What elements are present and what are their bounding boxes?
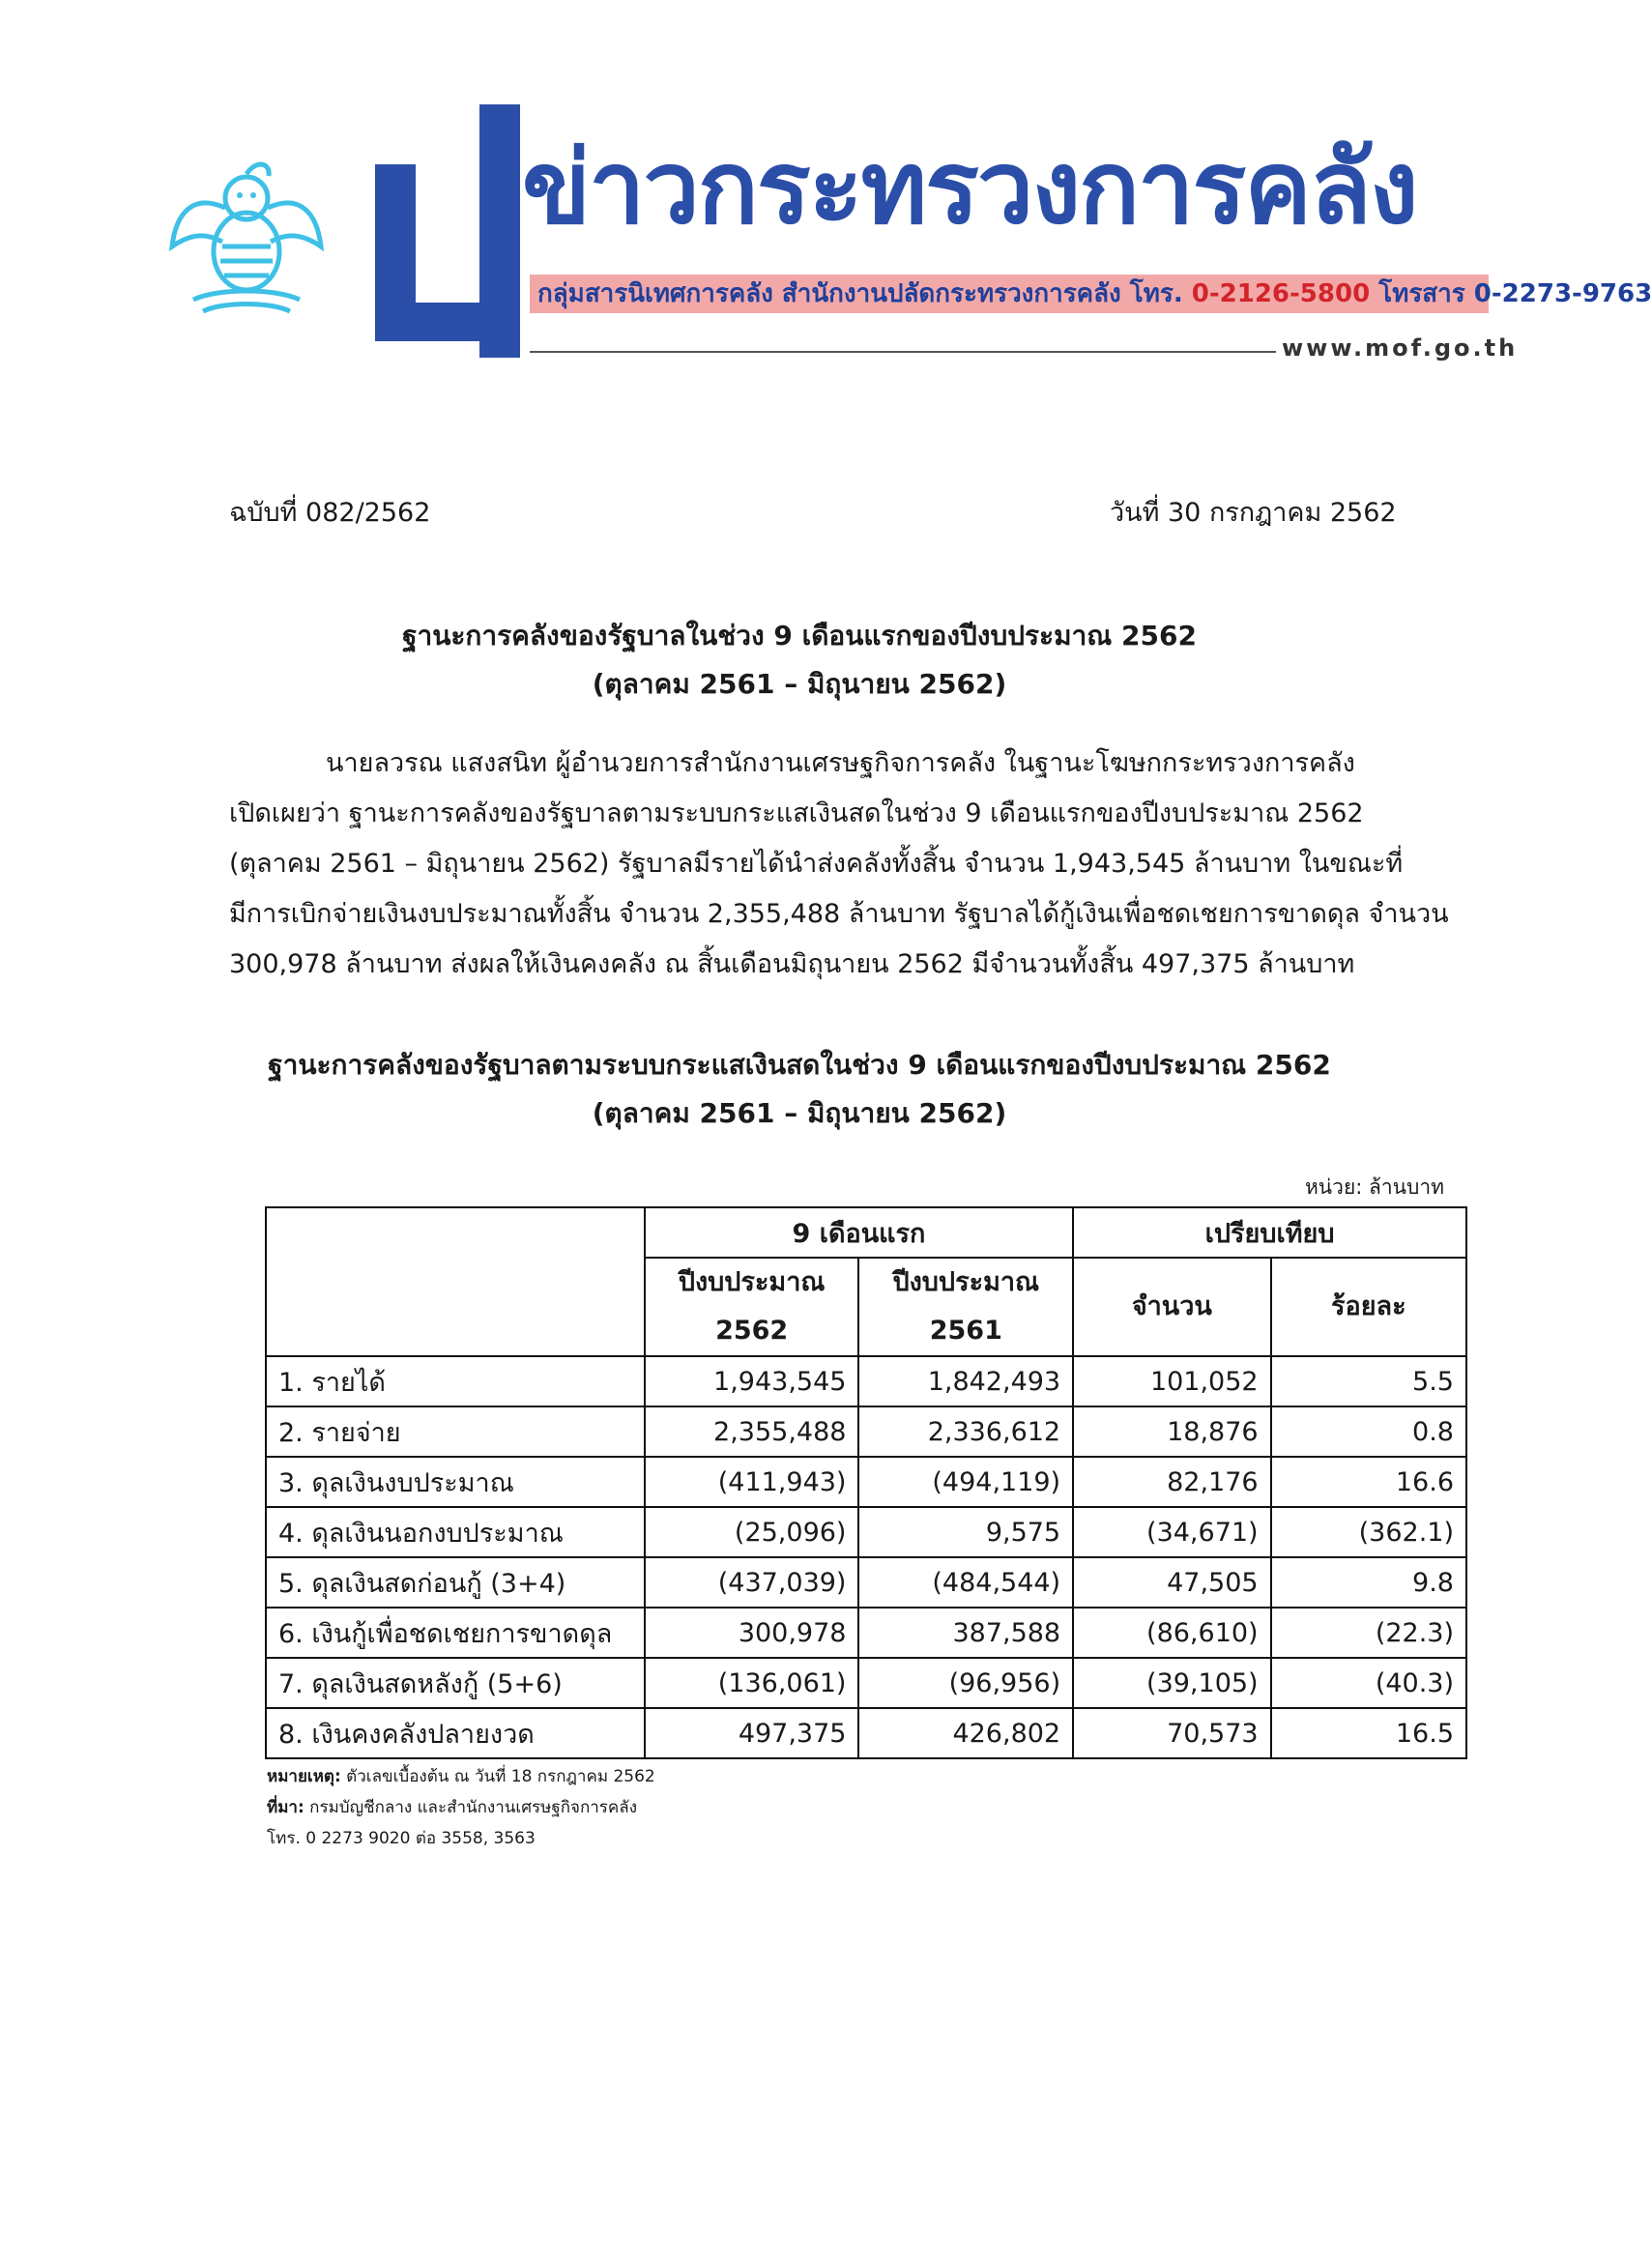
fiscal-table (265, 1206, 1467, 1759)
garuda-emblem-icon (164, 155, 329, 319)
issue-date: วันที่ 30 กรกฎาคม 2562 (1110, 498, 1397, 528)
row-label: 3. ดุลเงินงบประมาณ (266, 1457, 645, 1507)
row-value: (34,671) (1073, 1507, 1270, 1557)
paragraph-line: นายลวรณ แสงสนิท ผู้อำนวยการสำนักงานเศรษฐกิจการคลัง ในฐานะโฆษกกระทรวงการคลัง (326, 748, 1355, 778)
table-row (266, 1356, 1466, 1406)
table-row (266, 1507, 1466, 1557)
row-value: (25,096) (645, 1507, 859, 1557)
row-value: 101,052 (1073, 1356, 1270, 1406)
row-label: 6. เงินกู้เพื่อชดเชยการขาดดุล (266, 1608, 645, 1658)
masthead-website: www.mof.go.th (1276, 334, 1518, 362)
table-row (266, 1406, 1466, 1457)
row-value: (136,061) (645, 1658, 859, 1708)
row-value: (22.3) (1271, 1608, 1466, 1658)
paragraph-line: (ตุลาคม 2561 – มิถุนายน 2562) รัฐบาลมีรายได้นำส่งคลังทั้งสิ้น จำนวน 1,943,545 ล้านบาท ในขณะที่ (229, 849, 1404, 879)
row-value: (411,943) (645, 1457, 859, 1507)
masthead-title: ข่าวกระทรวงการคลัง (522, 129, 1417, 246)
row-value: 18,876 (1073, 1406, 1270, 1457)
header-amount: จำนวน (1073, 1258, 1270, 1356)
masthead-strip-text: กลุ่มสารนิเทศการคลัง สำนักงานปลัดกระทรวงการคลัง โทร. (537, 279, 1183, 308)
masthead-fax: โทรสาร 0-2273-9763 (1378, 279, 1652, 308)
note-phone: โทร. 0 2273 9020 ต่อ 3558, 3563 (267, 1829, 536, 1848)
row-value: (362.1) (1271, 1507, 1466, 1557)
row-label: 7. ดุลเงินสดหลังกู้ (5+6) (266, 1658, 645, 1708)
table-row (266, 1658, 1466, 1708)
header-percent: ร้อยละ (1271, 1258, 1466, 1356)
table-header-row (266, 1207, 1466, 1258)
row-value: (484,544) (858, 1557, 1073, 1608)
row-label: 8. เงินคงคลังปลายงวด (266, 1708, 645, 1758)
row-value: (96,956) (858, 1658, 1073, 1708)
row-value: (86,610) (1073, 1608, 1270, 1658)
header-comparison: เปรียบเทียบ (1073, 1207, 1466, 1258)
masthead-phone: 0-2126-5800 (1191, 279, 1371, 308)
header-blank-cell (266, 1207, 645, 1356)
row-value: 70,573 (1073, 1708, 1270, 1758)
row-label: 5. ดุลเงินสดก่อนกู้ (3+4) (266, 1557, 645, 1608)
row-value: 82,176 (1073, 1457, 1270, 1507)
masthead-strip (530, 275, 1652, 313)
row-value: 9.8 (1271, 1557, 1466, 1608)
paragraph-line: เปิดเผยว่า ฐานะการคลังของรัฐบาลตามระบบกระแสเงินสดในช่วง 9 เดือนแรกของปีงบประมาณ 2562 (229, 798, 1364, 828)
row-value: 2,336,612 (858, 1406, 1073, 1457)
row-value: 300,978 (645, 1608, 859, 1658)
table-notes (267, 1761, 655, 1854)
table-row (266, 1608, 1466, 1658)
header-fy-2562: ปีงบประมาณ 2562 (645, 1258, 859, 1356)
masthead (164, 104, 1652, 385)
row-value: 1,842,493 (858, 1356, 1073, 1406)
row-label: 1. รายได้ (266, 1356, 645, 1406)
document-title: ฐานะการคลังของรัฐบาลในช่วง 9 เดือนแรกของปีงบประมาณ 2562 (402, 620, 1197, 652)
row-value: 16.6 (1271, 1457, 1466, 1507)
row-value: 47,505 (1073, 1557, 1270, 1608)
row-value: 426,802 (858, 1708, 1073, 1758)
issue-number: ฉบับที่ 082/2562 (229, 498, 431, 528)
unit-label: หน่วย: ล้านบาท (1304, 1175, 1444, 1199)
table-row (266, 1557, 1466, 1608)
note-remark: หมายเหตุ: ตัวเลขเบื้องต้น ณ วันที่ 18 กรกฎาคม 2562 (267, 1767, 655, 1786)
row-value: 5.5 (1271, 1356, 1466, 1406)
paragraph-line: มีการเบิกจ่ายเงินงบประมาณทั้งสิ้น จำนวน 2,355,488 ล้านบาท รัฐบาลได้กู้เงินเพื่อชดเชยการขาดดุล จำนวน (229, 899, 1449, 929)
row-value: (39,105) (1073, 1658, 1270, 1708)
table-row (266, 1457, 1466, 1507)
table-row (266, 1708, 1466, 1758)
row-value: (437,039) (645, 1557, 859, 1608)
row-value: 387,588 (858, 1608, 1073, 1658)
header-9-months: 9 เดือนแรก (645, 1207, 1073, 1258)
note-source: ที่มา: กรมบัญชีกลาง และสำนักงานเศรษฐกิจการคลัง (267, 1798, 638, 1817)
table-subtitle: (ตุลาคม 2561 – มิถุนายน 2562) (592, 1097, 1007, 1129)
row-value: (494,119) (858, 1457, 1073, 1507)
paragraph-line: 300,978 ล้านบาท ส่งผลให้เงินคงคลัง ณ สิ้นเดือนมิถุนายน 2562 มีจำนวนทั้งสิ้น 497,375 ล้านบาท (229, 949, 1355, 979)
row-label: 2. รายจ่าย (266, 1406, 645, 1457)
document-subtitle: (ตุลาคม 2561 – มิถุนายน 2562) (592, 668, 1007, 700)
row-value: 2,355,488 (645, 1406, 859, 1457)
row-value: (40.3) (1271, 1658, 1466, 1708)
body-paragraph (229, 739, 1449, 990)
row-value: 16.5 (1271, 1708, 1466, 1758)
header-fy-2561: ปีงบประมาณ 2561 (858, 1258, 1073, 1356)
row-value: 497,375 (645, 1708, 859, 1758)
row-value: 9,575 (858, 1507, 1073, 1557)
row-value: 1,943,545 (645, 1356, 859, 1406)
row-value: 0.8 (1271, 1406, 1466, 1457)
row-label: 4. ดุลเงินนอกงบประมาณ (266, 1507, 645, 1557)
table-title: ฐานะการคลังของรัฐบาลตามระบบกระแสเงินสดในช่วง 9 เดือนแรกของปีงบประมาณ 2562 (268, 1049, 1331, 1081)
masthead-big-letter (375, 104, 520, 358)
